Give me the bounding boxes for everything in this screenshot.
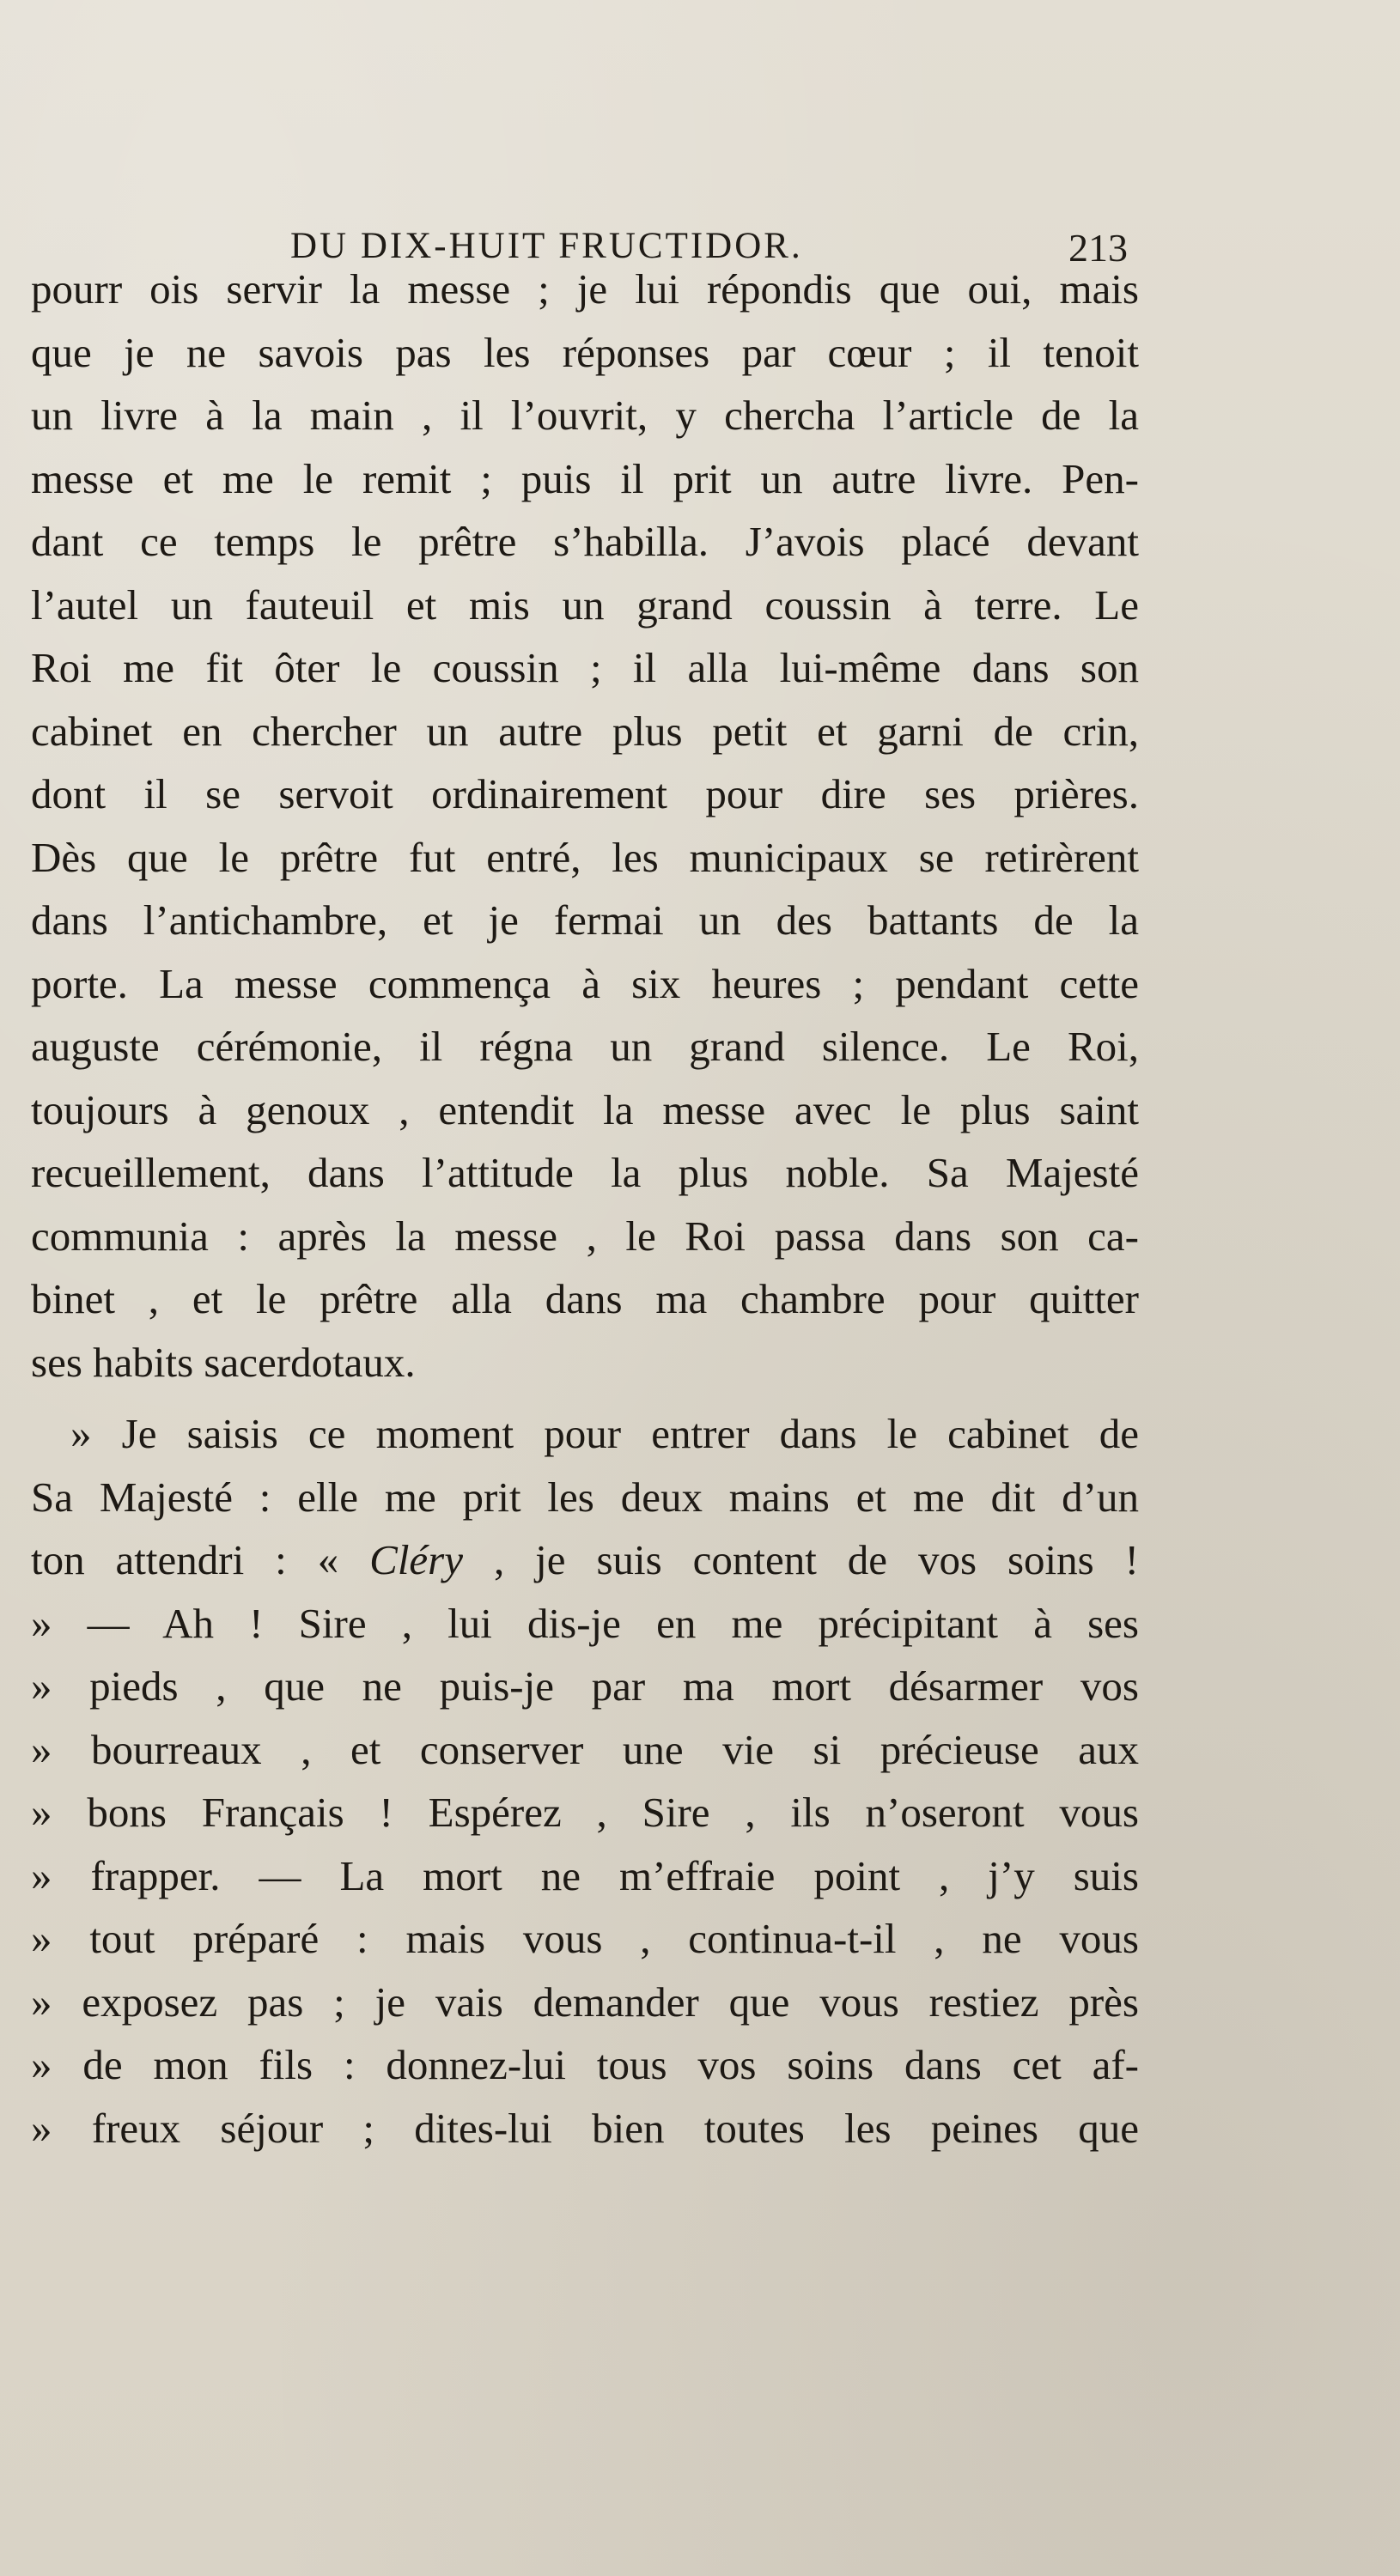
text-line: messe et me le remit ; puis il prit un autre livre. Pen-	[31, 454, 1139, 502]
paragraph-2	[31, 1402, 1139, 2160]
text-line: auguste cérémonie, il régna un grand silence. Le Roi,	[31, 1023, 1139, 1070]
text-line: dont il se servoit ordinairement pour dire ses prières.	[31, 770, 1139, 817]
text-line: » bourreaux , et conserver une vie si précieuse aux	[31, 1725, 1139, 1773]
text-line: » — Ah ! Sire , lui dis-je en me précipitant à ses	[31, 1599, 1139, 1647]
text-line: un livre à la main , il l’ouvrit, y chercha l’article de la	[31, 392, 1139, 439]
text-line: » pieds , que ne puis-je par ma mort désarmer vos	[31, 1662, 1139, 1710]
text-line: pourr ois servir la messe ; je lui répondis que oui, mais	[31, 265, 1139, 313]
text-line: » Je saisis ce moment pour entrer dans le cabinet de	[70, 1410, 1139, 1457]
text-line: » frapper. — La mort ne m’effraie point , j’y suis	[31, 1851, 1139, 1899]
text-line: » tout préparé : mais vous , continua-t-il , ne vous	[31, 1915, 1139, 1962]
text-line: » bons Français ! Espérez , Sire , ils n’oseront vous	[31, 1789, 1139, 1836]
text-line: binet , et le prêtre alla dans ma chambre pour quitter	[31, 1275, 1139, 1322]
text-line: » exposez pas ; je vais demander que vous restiez près	[31, 1978, 1139, 2026]
text-line: communia : après la messe , le Roi passa dans son ca-	[31, 1212, 1139, 1260]
text-line: » freux séjour ; dites-lui bien toutes les peines que	[31, 2104, 1139, 2152]
page-number: 213	[1068, 226, 1128, 270]
paragraph-gap	[31, 1394, 1139, 1402]
text-line: Roi me fit ôter le coussin ; il alla lui-même dans son	[31, 644, 1139, 691]
paragraph-1	[31, 258, 1139, 1394]
text-line: Sa Majesté : elle me prit les deux mains et me dit d’un	[31, 1473, 1139, 1521]
text-line: cabinet en chercher un autre plus petit et garni de crin,	[31, 707, 1139, 755]
running-title: DU DIX-HUIT FRUCTIDOR.	[290, 226, 803, 266]
text-line: porte. La messe commença à six heures ; pendant cette	[31, 959, 1139, 1007]
italic-name: Cléry	[369, 1536, 464, 1583]
body-text	[31, 258, 1139, 2160]
text-line: l’autel un fauteuil et mis un grand coussin à terre. Le	[31, 580, 1139, 629]
text-line: recueillement, dans l’attitude la plus noble. Sa Majesté	[31, 1149, 1139, 1196]
text-line-with-name	[31, 1528, 1139, 1592]
text-line: Dès que le prêtre fut entré, les municipaux se retirèrent	[31, 833, 1139, 881]
text-line: » de mon fils : donnez-lui tous vos soins dans cet af-	[31, 2041, 1139, 2088]
text-line: toujours à genoux , entendit la messe avec le plus saint	[31, 1085, 1139, 1133]
text-segment: , je suis content de vos soins !	[463, 1536, 1139, 1583]
text-line: ses habits sacerdotaux.	[31, 1338, 416, 1386]
text-line: dant ce temps le prêtre s’habilla. J’avois placé devant	[31, 518, 1139, 565]
text-segment: ton attendri : «	[31, 1536, 370, 1583]
text-line: dans l’antichambre, et je fermai un des battants de la	[31, 896, 1139, 944]
text-line: que je ne savois pas les réponses par cœur ; il tenoit	[31, 328, 1139, 376]
